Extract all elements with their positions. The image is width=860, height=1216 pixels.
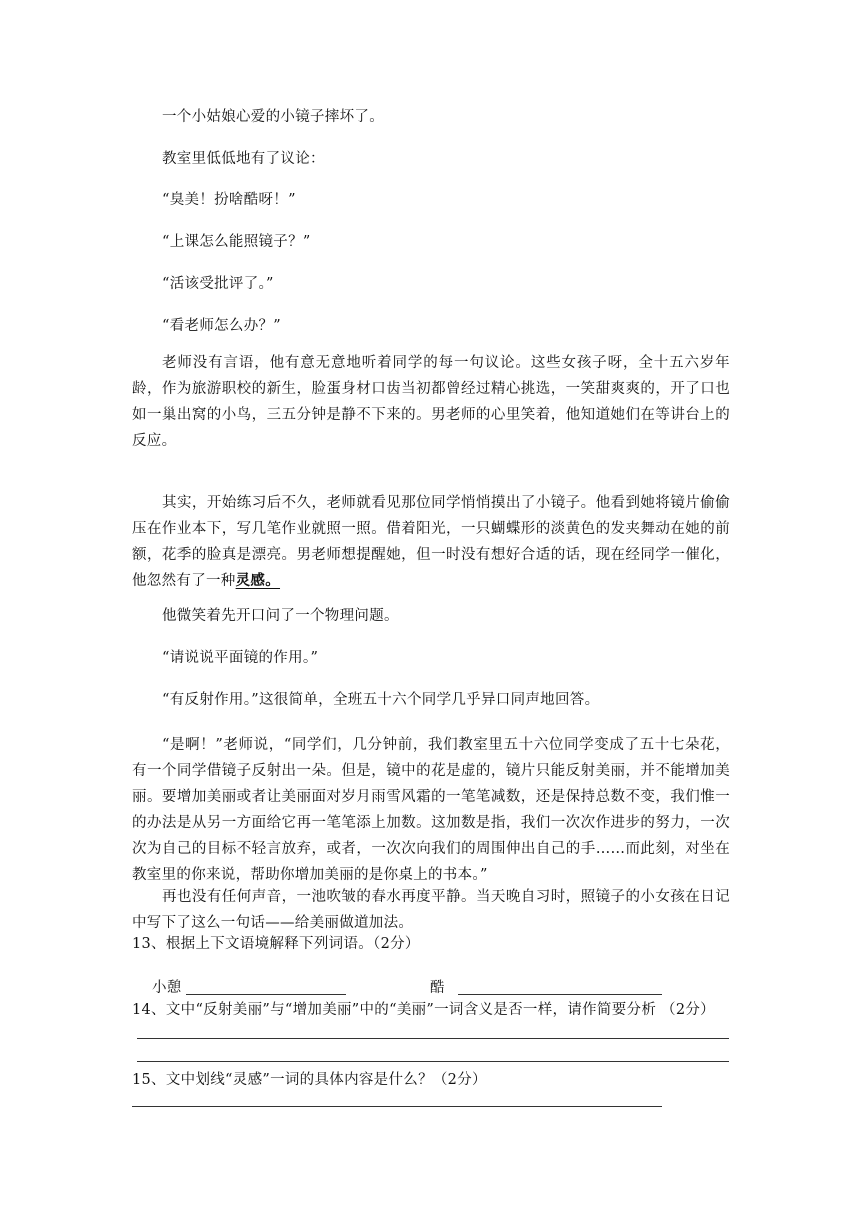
- story-quote-4: “看老师怎么办？”: [162, 318, 282, 334]
- question-14: 14、文中“反射美丽”与“增加美丽”中的“美丽”一词含义是否一样，请作简要分析 （2分）: [132, 1002, 715, 1018]
- q15-answer-line[interactable]: [132, 1106, 662, 1107]
- story-paragraph-13: 再也没有任何声音，一池吹皱的春水再度平静。当天晚自习时，照镜子的小女孩在日记中写下了这么一句话——给美丽做道加法。: [132, 889, 730, 931]
- story-quote-2: “上课怎么能照镜子？”: [162, 234, 311, 250]
- q14-answer-line-2[interactable]: [137, 1061, 729, 1062]
- story-paragraph-2: 教室里低低地有了议论：: [162, 151, 325, 167]
- story-paragraph-1: 一个小姑娘心爱的小镜子摔坏了。: [162, 109, 384, 125]
- story-paragraph-9: 他微笑着先开口问了一个物理问题。: [162, 608, 399, 624]
- q13-word-1: 小憩: [152, 980, 182, 996]
- q13-answer-line-1[interactable]: [186, 994, 346, 995]
- q14-answer-line-1[interactable]: [137, 1038, 729, 1039]
- underlined-word-inspiration: 灵感。: [235, 572, 281, 589]
- story-quote-1: “臭美！扮啥酷呀！”: [162, 192, 296, 208]
- story-paragraph-8: [132, 490, 730, 594]
- story-paragraph-11: “有反射作用。”这很简单，全班五十六个同学几乎异口同声地回答。: [162, 692, 600, 708]
- question-15: 15、文中划线“灵感”一词的具体内容是什么？（2分）: [132, 1072, 487, 1088]
- story-paragraph-7: 老师没有言语，他有意无意地听着同学的每一句议论。这些女孩子呀，全十五六岁年龄，作为旅游职校的新生，脸蛋身材口齿当初都曾经过精心挑选，一笑甜爽爽的，开了口也如一巢出窝的小鸟，三五分钟是静不下来的。男老师的心里笑着，他知道她们在等讲台上的反应。: [132, 355, 730, 449]
- q13-answer-line-2[interactable]: [458, 994, 662, 995]
- story-paragraph-12: “是啊！”老师说，“同学们，几分钟前，我们教室里五十六位同学变成了五十七朵花，有一个同学借镜子反射出一朵。但是，镜中的花是虚的，镜片只能反射美丽，并不能增加美丽。要增加美丽或者让美丽面对岁月雨雪风霜的一笔笔减数，还是保持总数不变，我们惟一的办法是从另一方面给它再一笔笔添上加数。这加数是指，我们一次次作进步的努力，一次次为自己的目标不轻言放弃，或者，一次次向我们的周围伸出自己的手……而此刻，对坐在教室里的你来说，帮助你增加美丽的是你桌上的书本。”: [132, 737, 730, 883]
- story-quote-5: “请说说平面镜的作用。”: [162, 650, 319, 666]
- story-quote-3: “活该受批评了。”: [162, 276, 274, 292]
- question-13: 13、根据上下文语境解释下列词语。（2分）: [132, 936, 420, 952]
- q13-word-2: 酷: [430, 980, 445, 996]
- story-paragraph-8-text: 其实，开始练习后不久，老师就看见那位同学悄悄摸出了小镜子。他看到她将镜片偷偷压在作业本下，写几笔作业就照一照。借着阳光，一只蝴蝶形的淡黄色的发夹舞动在她的前额，花季的脸真是漂亮。男老师想提醒她，但一时没有想好合适的话，现在经同学一催化，他忽然有了一种: [132, 495, 730, 589]
